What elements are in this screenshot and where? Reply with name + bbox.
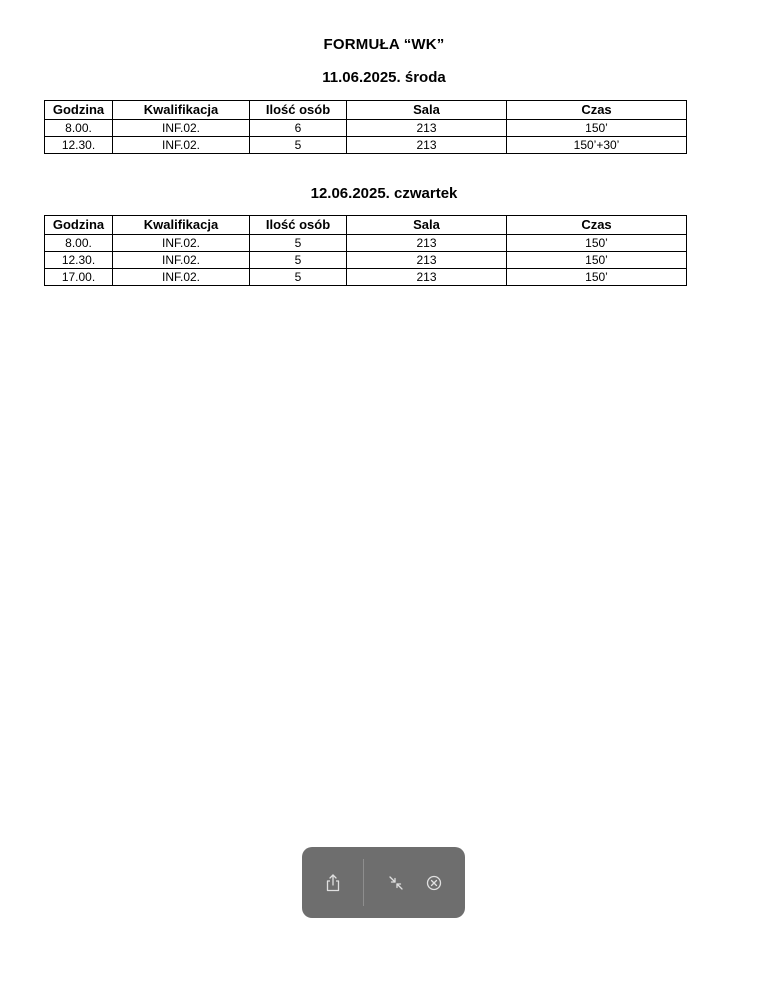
cell-ilosc-osob: 5 [250,137,347,154]
cell-ilosc-osob: 5 [250,269,347,286]
document-title: FORMUŁA “WK” [323,36,445,53]
cell-kwalifikacja: INF.02. [113,137,250,154]
cell-czas: 150’+30’ [507,137,687,154]
cell-ilosc-osob: 5 [250,252,347,269]
cell-sala: 213 [347,120,507,137]
cell-kwalifikacja: INF.02. [113,235,250,252]
column-header-ilosc-osob: Ilość osób [250,216,347,235]
table-row [45,137,687,154]
cell-ilosc-osob: 6 [250,120,347,137]
column-header-sala: Sala [347,101,507,120]
table-row [45,235,687,252]
column-header-godzina: Godzina [45,216,113,235]
day-heading: 12.06.2025. czwartek [310,185,458,202]
schedule-table-day2 [44,215,687,286]
table-header-row [45,216,687,235]
cell-czas: 150’ [507,269,687,286]
cell-sala: 213 [347,269,507,286]
column-header-godzina: Godzina [45,101,113,120]
cell-czas: 150’ [507,252,687,269]
column-header-czas: Czas [507,101,687,120]
cell-kwalifikacja: INF.02. [113,252,250,269]
cell-godzina: 17.00. [45,269,113,286]
table-header-row [45,101,687,120]
close-circle-icon [426,875,442,891]
shrink-icon [388,875,404,891]
cell-ilosc-osob: 5 [250,235,347,252]
table-row [45,252,687,269]
table-row [45,120,687,137]
day-heading: 11.06.2025. środa [322,69,446,86]
cell-godzina: 8.00. [45,120,113,137]
column-header-czas: Czas [507,216,687,235]
column-header-kwalifikacja: Kwalifikacja [113,216,250,235]
table-row [45,269,687,286]
shrink-button[interactable] [384,871,408,895]
schedule-table-day1 [44,100,687,154]
column-header-ilosc-osob: Ilość osób [250,101,347,120]
column-header-sala: Sala [347,216,507,235]
cell-sala: 213 [347,137,507,154]
cell-czas: 150’ [507,120,687,137]
column-header-kwalifikacja: Kwalifikacja [113,101,250,120]
floating-toolbar [302,847,465,918]
toolbar-divider [363,859,364,906]
cell-sala: 213 [347,252,507,269]
cell-czas: 150’ [507,235,687,252]
cell-kwalifikacja: INF.02. [113,120,250,137]
cell-godzina: 12.30. [45,252,113,269]
cell-godzina: 12.30. [45,137,113,154]
close-button[interactable] [422,871,446,895]
cell-kwalifikacja: INF.02. [113,269,250,286]
cell-sala: 213 [347,235,507,252]
share-button[interactable] [321,871,345,895]
cell-godzina: 8.00. [45,235,113,252]
share-icon [325,874,341,892]
